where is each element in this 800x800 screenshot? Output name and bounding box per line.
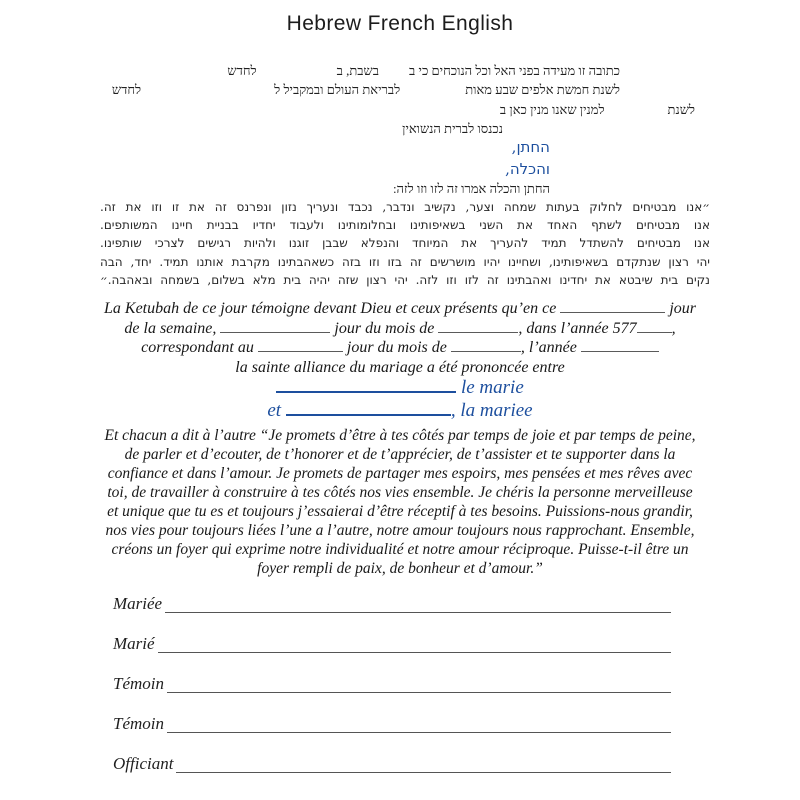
groom-name-blank	[276, 377, 456, 393]
bride-label: , la mariee	[450, 400, 533, 421]
signature-label: Témoin	[113, 674, 164, 693]
hebrew-vow-line: ״אנו מבטיחים לחלוק בעתות שמחה וצער, נקשיב ונדבר, נכבד ונעריך נזון ונפרנס זה את זו וזו את זה.	[100, 200, 710, 214]
fill-in-gap	[400, 93, 465, 94]
french-date-paragraph	[50, 299, 750, 377]
french-vow-line: de parler et d’ecouter, de t’honorer et de t’apprécier, de t’assister et te supporter dans la	[124, 446, 676, 463]
french-date-text: correspondant au	[141, 339, 254, 356]
day-of-month-blank	[220, 319, 330, 333]
hebrew-date-line-2	[112, 81, 620, 98]
signature-row-witness-2	[113, 712, 671, 733]
french-date-text: jour du mois de	[346, 339, 447, 356]
hebrew-date-line1-part3: לחדש	[227, 63, 257, 78]
signature-label: Marié	[113, 634, 155, 653]
hebrew-vow-line: אנו מבטיחים לשתף האחד את השני בשאיפותינו ובחלומותינו ולעבוד יחדיו בבניית חיינו המשותפים.	[100, 218, 710, 233]
signature-line	[165, 612, 671, 613]
hebrew-bride-label: והכלה,	[505, 160, 550, 178]
french-date-text: de la semaine,	[124, 319, 217, 337]
french-date-text: , l’année	[520, 339, 577, 356]
signature-line	[176, 772, 671, 773]
fill-in-gap	[379, 74, 409, 75]
french-vow-line: Et chacun a dit à l’autre “Je promets d’être à tes côtés par temps de joie et par temps de peine,	[104, 427, 696, 444]
french-vow-line: nos vies pour toujours liées l’une a l’autre, notre amour toujours nous rapprochant. Ensemble,	[105, 522, 695, 539]
french-bride-name-line	[0, 400, 800, 422]
hebrew-vows-paragraph	[100, 198, 710, 289]
day-of-week-blank	[560, 299, 665, 313]
french-date-line-2	[50, 319, 750, 339]
signature-row-groom	[113, 632, 671, 653]
french-vow-line: créons un foyer qui exprime notre individualité et notre amour réciproque. Puisse-t-il être un	[111, 541, 689, 558]
hebrew-date-line3-part1: לשנת	[667, 102, 695, 117]
french-vow-line: foyer rempli de paix, de bonheur et d’amour.”	[257, 560, 543, 577]
page-title: Hebrew French English	[286, 12, 514, 35]
bride-name-blank	[286, 400, 451, 416]
signature-label: Mariée	[113, 594, 163, 613]
french-vows-paragraph	[35, 426, 765, 578]
bride-prefix: et	[267, 400, 282, 421]
fill-in-gap	[605, 113, 668, 114]
french-date-text: ,	[671, 319, 676, 337]
civil-day-blank	[258, 338, 343, 352]
french-vow-line: confiance et dans l’amour. Je promets de partager mes espoirs, mes pensées et mes rêves avec	[107, 465, 693, 482]
hebrew-date-line2-part3: לחדש	[111, 82, 142, 97]
hebrew-date-line1-part2: בשבת, ב	[336, 63, 380, 78]
signature-line	[167, 732, 671, 733]
fill-in-gap	[141, 93, 274, 94]
french-date-text: La Ketubah de ce jour témoigne devant Dieu et ceux présents qu’en ce	[104, 300, 557, 317]
hebrew-groom-label: החתן,	[511, 138, 550, 156]
french-date-text: , dans l’année 577	[518, 319, 637, 337]
french-groom-name-line	[0, 377, 800, 399]
french-date-text: jour du mois de	[334, 319, 435, 337]
hebrew-date-line2-part2: לבריאת העולם ובמקביל ל	[274, 82, 401, 97]
fill-in-gap	[257, 74, 337, 75]
hebrew-vow-line: אנו מבטיחים להשתדל תמיד להעריך את המיוחד והנפלא שבבן זוגנו ולהיות רגישים לצרכי שותפינו.	[100, 236, 710, 251]
french-vow-line: toi, de travailler à construire à tes côtés nos vies ensemble. Je chéris la personne merveilleuse	[107, 484, 693, 501]
hebrew-date-line-1	[227, 62, 620, 79]
signature-label: Témoin	[113, 714, 164, 733]
month-blank	[438, 319, 518, 333]
hebrew-said-line: החתן והכלה אמרו זה לזו וזו לזה:	[392, 181, 550, 196]
year-digits-blank	[637, 319, 672, 333]
french-vow-line: et unique que tu es et toujours j’essaierai d’être réceptif à tes besoins. Puissions-nous grandir,	[107, 503, 693, 520]
groom-label: le marie	[460, 377, 524, 398]
civil-year-blank	[581, 338, 659, 352]
hebrew-vow-line: יהי רצון שנתקדם בשאיפותינו, ושחיינו יהיו מושרשים זה בזו וזו בזה כשאהבתינו מקרבת אותנו תמיד. יחד, הבה	[100, 254, 710, 269]
signature-row-witness-1	[113, 672, 671, 693]
french-date-line-4: la sainte alliance du mariage a été prononcée entre	[235, 358, 565, 376]
hebrew-date-line1-part1: כתובה זו מעידה בפני האל וכל הנוכחים כי ב	[409, 63, 620, 78]
hebrew-date-line3-part2: למנין שאנו מנין כאן ב	[499, 102, 605, 117]
french-date-line-1	[50, 299, 750, 319]
civil-month-blank	[451, 338, 521, 352]
signature-row-bride	[113, 592, 671, 613]
hebrew-date-line-3	[500, 101, 695, 118]
french-date-text: jour	[669, 300, 696, 317]
hebrew-entered-line: נכנסו לברית הנשואין	[402, 121, 503, 136]
hebrew-vow-line: נקים בית שיבטא את יחדינו ואהבתינו זה לזו וזו לזה. יהי רצון שזה יהיה בית מלא בשלום, בשמחה ובאהבה.״	[100, 272, 710, 287]
signature-label: Officiant	[113, 754, 174, 773]
signature-line	[158, 652, 671, 653]
hebrew-date-line2-part1: לשנת חמשת אלפים שבע מאות	[465, 82, 620, 97]
signature-row-officiant	[113, 752, 671, 773]
signature-line	[167, 692, 671, 693]
french-date-line-3	[50, 338, 750, 358]
